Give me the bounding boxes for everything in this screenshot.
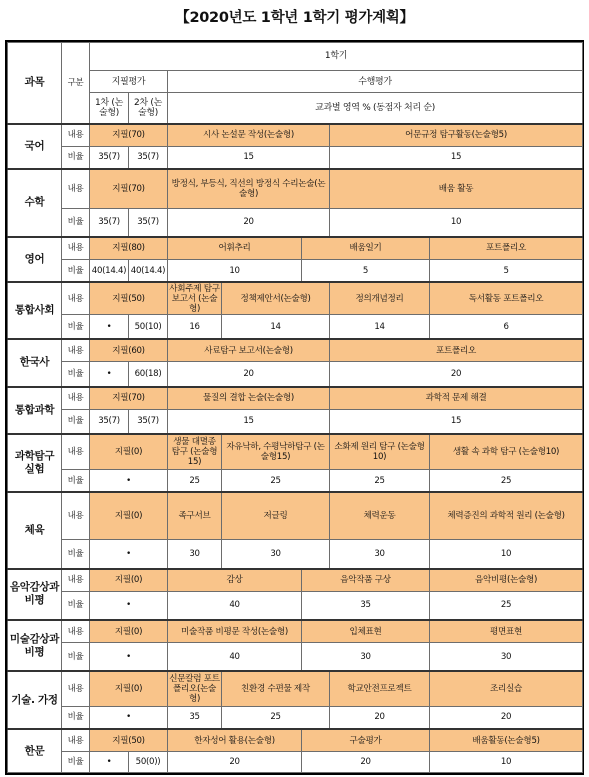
header-row-semester	[8, 43, 583, 71]
written-ratio-second: 35(7)	[129, 409, 168, 434]
performance-item: 한자성어 활용(논술형)	[168, 729, 302, 752]
ratio-label: 비율	[62, 706, 90, 729]
written-ratio: •	[90, 540, 168, 569]
written-ratio: •	[90, 591, 168, 620]
subject-ratio-row	[8, 470, 583, 493]
ratio-label: 비율	[62, 260, 90, 283]
performance-item: 자유낙하, 수평낙하탐구 (논술형15)	[222, 434, 330, 470]
performance-item: 조리실습	[430, 671, 583, 706]
header-first: 1차 (논술형)	[90, 93, 129, 124]
subject-content-row	[8, 729, 583, 752]
ratio-label: 비율	[62, 208, 90, 237]
page-title: 【2020년도 1학년 1학기 평가계획】	[175, 10, 414, 26]
performance-ratio: 40	[168, 591, 302, 620]
performance-ratio: 30	[222, 540, 330, 569]
subject-ratio-row	[8, 208, 583, 237]
performance-ratio: 14	[330, 315, 430, 340]
performance-ratio: 30	[168, 540, 222, 569]
ratio-label: 비율	[62, 470, 90, 493]
written-ratio-second: 35(7)	[129, 146, 168, 169]
written-ratio: •	[90, 643, 168, 672]
ratio-label: 비율	[62, 409, 90, 434]
performance-ratio: 30	[302, 643, 430, 672]
performance-item: 평면표현	[430, 620, 583, 643]
written-ratio-first: 35(7)	[90, 208, 129, 237]
performance-item: 신문칼럼 포트폴리오(논술형)	[168, 671, 222, 706]
performance-ratio: 10	[168, 260, 302, 283]
evaluation-table	[7, 42, 583, 773]
subject-ratio-row	[8, 315, 583, 340]
header-areas-note: 교과별 영역 % (동점자 처리 순)	[168, 93, 583, 124]
performance-item: 배움 활동	[330, 169, 583, 208]
subject-content-row	[8, 620, 583, 643]
subject-content-row	[8, 169, 583, 208]
subject-name: 통합사회	[8, 282, 62, 339]
written-ratio-first: •	[90, 362, 129, 387]
written-ratio-second: 60(18)	[129, 362, 168, 387]
written-eval-cell: 지필(0)	[90, 492, 168, 539]
subject-ratio-row	[8, 591, 583, 620]
performance-item: 물질의 결합 논술(논술형)	[168, 387, 330, 410]
header-row-eval	[8, 70, 583, 93]
subject-ratio-row	[8, 260, 583, 283]
performance-ratio: 25	[222, 706, 330, 729]
performance-item: 독서활동 포트폴리오	[430, 282, 583, 314]
header-written-eval: 지필평가	[90, 70, 168, 93]
subject-ratio-row	[8, 706, 583, 729]
subject-name: 음악감상과 비평	[8, 569, 62, 620]
performance-ratio: 5	[430, 260, 583, 283]
content-label: 내용	[62, 124, 90, 147]
performance-ratio: 20	[330, 706, 430, 729]
subject-ratio-row	[8, 540, 583, 569]
written-eval-cell: 지필(70)	[90, 169, 168, 208]
performance-item: 족구서브	[168, 492, 222, 539]
written-ratio: •	[90, 706, 168, 729]
subject-ratio-row	[8, 146, 583, 169]
subject-content-row	[8, 282, 583, 314]
performance-item: 구술평가	[302, 729, 430, 752]
subject-name: 한문	[8, 729, 62, 772]
performance-item: 음악작품 구상	[302, 569, 430, 592]
subject-content-row	[8, 569, 583, 592]
header-row-detail	[8, 93, 583, 124]
written-ratio-first: 40(14.4)	[90, 260, 129, 283]
subject-name: 기술. 가정	[8, 671, 62, 729]
content-label: 내용	[62, 492, 90, 539]
content-label: 내용	[62, 282, 90, 314]
content-label: 내용	[62, 620, 90, 643]
ratio-label: 비율	[62, 362, 90, 387]
subject-ratio-row	[8, 643, 583, 672]
performance-item: 생물 대멸종 탐구 (논술형15)	[168, 434, 222, 470]
evaluation-table-frame	[5, 40, 584, 775]
subject-content-row	[8, 387, 583, 410]
content-label: 내용	[62, 387, 90, 410]
written-eval-cell: 지필(0)	[90, 434, 168, 470]
subject-content-row	[8, 237, 583, 260]
performance-ratio: 20	[168, 362, 330, 387]
header-performance-eval: 수행평가	[168, 70, 583, 93]
performance-item: 생활 속 과학 탐구 (논술형10)	[430, 434, 583, 470]
content-label: 내용	[62, 569, 90, 592]
written-eval-cell: 지필(80)	[90, 237, 168, 260]
content-label: 내용	[62, 339, 90, 362]
performance-item: 배움활동(논술형5)	[430, 729, 583, 752]
performance-item: 배움일기	[302, 237, 430, 260]
performance-ratio: 10	[430, 752, 583, 773]
performance-ratio: 30	[330, 540, 430, 569]
ratio-label: 비율	[62, 752, 90, 773]
written-eval-cell: 지필(70)	[90, 387, 168, 410]
written-ratio-second: 50(0))	[129, 752, 168, 773]
ratio-label: 비율	[62, 315, 90, 340]
subject-name: 국어	[8, 124, 62, 169]
performance-item: 어휘추리	[168, 237, 302, 260]
header-subject: 과목	[8, 43, 62, 124]
ratio-label: 비율	[62, 643, 90, 672]
performance-item: 시사 논설문 작성(논술형)	[168, 124, 330, 147]
performance-item: 학교안전프로젝트	[330, 671, 430, 706]
performance-ratio: 30	[430, 643, 583, 672]
performance-ratio: 15	[330, 146, 583, 169]
subject-ratio-row	[8, 752, 583, 773]
subject-ratio-row	[8, 409, 583, 434]
header-kind: 구분	[62, 43, 90, 124]
performance-ratio: 25	[430, 591, 583, 620]
performance-ratio: 15	[168, 409, 330, 434]
content-label: 내용	[62, 237, 90, 260]
subject-name: 수학	[8, 169, 62, 237]
performance-ratio: 25	[330, 470, 430, 493]
performance-item: 체력운동	[330, 492, 430, 539]
performance-item: 방정식, 부등식, 직선의 방정식 수리논술(논술형)	[168, 169, 330, 208]
performance-item: 입체표현	[302, 620, 430, 643]
performance-ratio: 15	[168, 146, 330, 169]
content-label: 내용	[62, 434, 90, 470]
written-eval-cell: 지필(60)	[90, 339, 168, 362]
ratio-label: 비율	[62, 591, 90, 620]
performance-ratio: 25	[168, 470, 222, 493]
written-ratio-second: 50(10)	[129, 315, 168, 340]
performance-ratio: 10	[330, 208, 583, 237]
performance-ratio: 25	[430, 470, 583, 493]
written-ratio-first: 35(7)	[90, 409, 129, 434]
written-eval-cell: 지필(0)	[90, 671, 168, 706]
written-eval-cell: 지필(0)	[90, 569, 168, 592]
performance-item: 사회주제 탐구보고서 (논술형)	[169, 283, 220, 314]
performance-item: 포트폴리오	[430, 237, 583, 260]
performance-ratio: 15	[330, 409, 583, 434]
subject-ratio-row	[8, 362, 583, 387]
performance-ratio: 35	[168, 706, 222, 729]
performance-item: 미술작품 비평문 작성(논술형)	[168, 620, 302, 643]
performance-item: 정책제안서(논술형)	[222, 282, 330, 314]
subject-content-row	[8, 671, 583, 706]
written-ratio: •	[90, 470, 168, 493]
performance-item: 과학적 문제 해결	[330, 387, 583, 410]
subject-name: 영어	[8, 237, 62, 282]
performance-item: 정의개념정리	[330, 282, 430, 314]
performance-ratio: 40	[168, 643, 302, 672]
written-ratio-first: 35(7)	[90, 146, 129, 169]
subject-name: 체육	[8, 492, 62, 568]
subject-name: 과학탐구 실험	[8, 434, 62, 493]
written-ratio-second: 40(14.4)	[129, 260, 168, 283]
performance-ratio: 16	[168, 315, 222, 340]
performance-item: 음악비평(논술형)	[430, 569, 583, 592]
performance-ratio: 20	[330, 362, 583, 387]
written-ratio-first: •	[90, 752, 129, 773]
written-eval-cell: 지필(50)	[90, 282, 168, 314]
performance-item: 체력증진의 과학적 원리 (논술형)	[430, 492, 583, 539]
written-eval-cell: 지필(0)	[90, 620, 168, 643]
performance-ratio: 20	[168, 752, 302, 773]
subject-content-row	[8, 124, 583, 147]
subject-content-row	[8, 339, 583, 362]
performance-ratio: 20	[430, 706, 583, 729]
performance-ratio: 20	[302, 752, 430, 773]
performance-item: 저글링	[222, 492, 330, 539]
performance-ratio: 35	[302, 591, 430, 620]
performance-ratio: 6	[430, 315, 583, 340]
subject-name: 한국사	[8, 339, 62, 386]
performance-ratio: 5	[302, 260, 430, 283]
header-second: 2차 (논술형)	[129, 93, 168, 124]
subject-content-row	[8, 492, 583, 539]
subject-content-row	[8, 434, 583, 470]
subject-name: 미술감상과 비평	[8, 620, 62, 671]
performance-item: 어문규정 탐구활동(논술형5)	[330, 124, 583, 147]
written-ratio-second: 35(7)	[129, 208, 168, 237]
ratio-label: 비율	[62, 146, 90, 169]
performance-item: 친환경 수편물 제작	[222, 671, 330, 706]
content-label: 내용	[62, 169, 90, 208]
performance-item: 포트폴리오	[330, 339, 583, 362]
performance-ratio: 10	[430, 540, 583, 569]
content-label: 내용	[62, 729, 90, 752]
performance-ratio: 25	[222, 470, 330, 493]
content-label: 내용	[62, 671, 90, 706]
performance-item: 감상	[168, 569, 302, 592]
performance-ratio: 20	[168, 208, 330, 237]
written-eval-cell: 지필(70)	[90, 124, 168, 147]
ratio-label: 비율	[62, 540, 90, 569]
performance-ratio: 14	[222, 315, 330, 340]
header-semester: 1학기	[90, 43, 583, 71]
written-eval-cell: 지필(50)	[90, 729, 168, 752]
performance-item: 소화제 원리 탐구 (논술형10)	[330, 434, 430, 470]
performance-item: 사료탐구 보고서(논술형)	[168, 339, 330, 362]
written-ratio-first: •	[90, 315, 129, 340]
subject-name: 통합과학	[8, 387, 62, 434]
